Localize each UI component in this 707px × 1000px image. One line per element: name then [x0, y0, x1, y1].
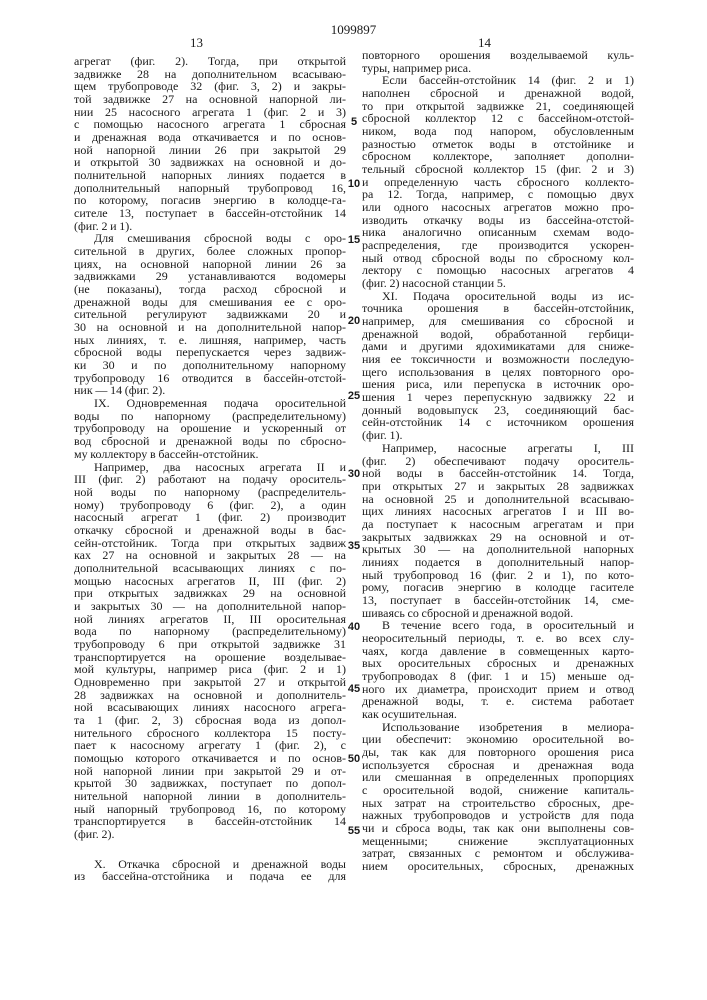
text-line: на основной 25 и дополнительной всасываю-: [362, 493, 634, 506]
text-line: агрегат (фиг. 2). Тогда, при открытой: [74, 55, 346, 68]
text-line: ки 30 и по дополнительному напорному: [74, 359, 346, 372]
left-text-column: [74, 55, 346, 883]
text-line: то при открытой задвижке 21, соединяющей: [362, 100, 634, 113]
text-line: задвижке 28 на дополнительном всасываю-: [74, 68, 346, 81]
paragraph-gap: [74, 841, 346, 858]
paragraph: [362, 290, 634, 442]
text-line: ному) трубопроводу 6 (фиг. 2), а один: [74, 499, 346, 512]
text-line: дренажной водой, обработанной гербици-: [362, 328, 634, 341]
paragraph: [74, 55, 346, 232]
text-line: В течение всего года, в оросительный и: [362, 619, 634, 632]
text-line: та 1 (фиг. 2, 3) сбросная вода из допол-: [74, 714, 346, 727]
line-number: 45: [347, 683, 361, 695]
text-line: ный трубопровод 16 (фиг. 2 и 1), по кото-: [362, 569, 634, 582]
text-line: трубопроводах 8 (фиг. 1 и 15) меньше од-: [362, 670, 634, 683]
text-line: шиваясь со сбросной и дренажной водой.: [362, 607, 634, 620]
text-line: сейн-отстойник. Тогда при открытых задвиж: [74, 537, 346, 550]
text-line: циях, на основной напорной линии 26 за: [74, 258, 346, 271]
text-line: крытой 30 задвижках, поступает по допол-: [74, 777, 346, 790]
text-line: с помощью насосного агрегата 1 сбросная: [74, 118, 346, 131]
text-line: да поступает к насосным агрегатам и при: [362, 518, 634, 531]
text-line: ках 27 на основной и закрытых 28 — на: [74, 549, 346, 562]
text-line: 30 на основной и на дополнительной напор-: [74, 321, 346, 334]
text-line: дополнительный напорный трубопровод 16,: [74, 182, 346, 195]
text-line: трубопроводу на орошение и ускоренный от: [74, 422, 346, 435]
text-line: используется сбросная и дренажная вода: [362, 759, 634, 772]
text-line: помощью которого откачивается и по основ-: [74, 752, 346, 765]
text-line: ной всасывающих линиях насосного агрега-: [74, 701, 346, 714]
text-line: ный отвод сбросной воды по сбросному кол-: [362, 252, 634, 265]
text-line: (фиг. 2) насосной станции 5.: [362, 277, 634, 290]
line-number: 40: [347, 621, 361, 633]
text-line: щем трубопроводе 32 (фиг. 3, 2) и закры-: [74, 80, 346, 93]
text-line: ции обеспечит: экономию оросительной во-: [362, 733, 634, 746]
text-line: крытых 30 — на дополнительной напорных: [362, 543, 634, 556]
text-line: насосный агрегат 1 (фиг. 2) производит: [74, 511, 346, 524]
text-line: полнительной напорных линиях подается в: [74, 169, 346, 182]
paragraph: [362, 49, 634, 74]
text-line: чаях, когда давление в совмещенных карто-: [362, 645, 634, 658]
text-line: шения риса, или перепуска в источник оро-: [362, 378, 634, 391]
paragraph: [74, 232, 346, 397]
text-line: тельный сбросной коллектор 15 (фиг. 2 и 3): [362, 163, 634, 176]
text-line: при открытых задвижках 29 на основной: [74, 587, 346, 600]
text-line: XI. Подача оросительной воды из ис-: [362, 290, 634, 303]
text-line: ник — 14 (фиг. 2).: [74, 384, 346, 397]
text-line: по которому, погасив энергию в колодце-га-: [74, 194, 346, 207]
text-line: и дренажная вода откачивается и по основ-: [74, 131, 346, 144]
text-line: Использование изобретения в мелиора-: [362, 721, 634, 734]
line-number: 5: [347, 116, 361, 128]
text-line: ной напорной линии 26 при закрытой 29: [74, 144, 346, 157]
text-line: нажных трубопроводов и устройств для пода: [362, 809, 634, 822]
text-line: трубопроводу 6 при открытой задвижке 31: [74, 638, 346, 651]
text-line: ного их диаметра, происходит прием и отвод: [362, 683, 634, 696]
paragraph: [74, 397, 346, 460]
line-number: 15: [347, 234, 361, 246]
text-line: точника орошения в бассейн-отстойник,: [362, 302, 634, 315]
text-line: вых оросительных сбросных и дренажных: [362, 657, 634, 670]
paragraph: [362, 442, 634, 619]
text-line: пает к насосному агрегату 1 (фиг. 2), с: [74, 739, 346, 752]
text-line: лектору с помощью насосных агрегатов 4: [362, 264, 634, 277]
text-line: нительного сбросного коллектора 15 посту-: [74, 727, 346, 740]
text-line: из бассейна-отстойника и подача ее для: [74, 870, 346, 883]
text-line: транспортируется на орошение возделывае-: [74, 651, 346, 664]
text-line: ных линиях, т. е. лишняя, например, часть: [74, 334, 346, 347]
text-line: сительной в других, более сложных пропор-: [74, 245, 346, 258]
text-line: рому, погасив энергию в колодце гасителе: [362, 581, 634, 594]
line-number: 10: [347, 178, 361, 190]
text-line: откачку сбросной и дренажной воды в бас-: [74, 524, 346, 537]
text-line: транспортируется в бассейн-отстойник 14: [74, 815, 346, 828]
text-line: и определенную часть сбросного коллекто-: [362, 176, 634, 189]
line-number: 50: [347, 753, 361, 765]
text-line: нии 25 насосного агрегата 1 (фиг. 2 и 3): [74, 106, 346, 119]
text-line: донный водовыпуск 23, соединяющий бас-: [362, 404, 634, 417]
text-line: Например, два насосных агрегата II и: [74, 461, 346, 474]
text-line: затрат, связанных с ремонтом и обслужива-: [362, 847, 634, 860]
text-line: Одновременно при закрытой 27 и открытой: [74, 676, 346, 689]
text-line: ником, вода под напором, обусловленным: [362, 125, 634, 138]
text-line: ния ее токсичности и возможности последую-: [362, 353, 634, 366]
text-line: сбросной коллектор 12 с бассейном-отстой-: [362, 112, 634, 125]
text-line: дренажной воды для смешивания ее с оро-: [74, 296, 346, 309]
page-number-left: 13: [190, 35, 203, 51]
text-line: Если бассейн-отстойник 14 (фиг. 2 и 1): [362, 74, 634, 87]
text-line: дами и другими ядохимикатами для сниже-: [362, 340, 634, 353]
text-line: например, для смешивания со сбросной и: [362, 315, 634, 328]
text-line: ра 12. Тогда, например, с помощью двух: [362, 188, 634, 201]
text-line: ной линиях агрегатов II, III оросительная: [74, 613, 346, 626]
text-line: ной воды по напорному (распределитель-: [74, 486, 346, 499]
text-line: (фиг. 1).: [362, 429, 634, 442]
text-line: сбросном коллекторе, заполняет дополни-: [362, 150, 634, 163]
patent-number: 1099897: [0, 22, 707, 38]
text-line: дополнительной всасывающих линиях с по-: [74, 562, 346, 575]
text-line: III (фиг. 2) работают на подачу ороситель-: [74, 473, 346, 486]
text-line: сейн-отстойник 14 с источником орошения: [362, 416, 634, 429]
text-line: шения 1 через перепускную задвижку 22 и: [362, 391, 634, 404]
text-line: чи и сброса воды, так как они выполнены сов-: [362, 822, 634, 835]
text-line: ды, так как для повторного орошения риса: [362, 746, 634, 759]
text-line: и закрытых 30 — на дополнительной напор-: [74, 600, 346, 613]
line-number: 20: [347, 315, 361, 327]
text-line: ных затрат на строительство сбросных, дре-: [362, 797, 634, 810]
page-number-right: 14: [478, 35, 491, 51]
text-line: ной напорной линии при закрытой 29 и от-: [74, 765, 346, 778]
line-number: 35: [347, 540, 361, 552]
paragraph: [362, 74, 634, 289]
paragraph: [74, 461, 346, 841]
text-line: сителе 13, поступает в бассейн-отстойник 14: [74, 207, 346, 220]
text-line: (фиг. 2 и 1).: [74, 220, 346, 233]
text-line: при открытых 27 и закрытых 28 задвижках: [362, 480, 634, 493]
paragraph: [362, 721, 634, 873]
text-line: вода по напорному (распределительному): [74, 625, 346, 638]
text-line: распределения, где производится ускорен-: [362, 239, 634, 252]
text-line: закрытых задвижках 29 на основной и от-: [362, 531, 634, 544]
text-line: Например, насосные агрегаты I, III: [362, 442, 634, 455]
text-line: нительной напорной линии в дополнитель-: [74, 790, 346, 803]
text-line: нием оросительных, сбросных, дренажных: [362, 860, 634, 873]
text-line: щего использования в целях повторного оро-: [362, 366, 634, 379]
text-line: 13, поступает в бассейн-отстойник 14, сме-: [362, 594, 634, 607]
text-line: IX. Одновременная подача оросительной: [74, 397, 346, 410]
paragraph: [362, 619, 634, 720]
text-line: как осушительная.: [362, 708, 634, 721]
text-line: Для смешивания сбросной воды с оро-: [74, 232, 346, 245]
text-line: воды по напорному (распределительному): [74, 410, 346, 423]
text-line: сительной регулируют задвижками 20 и: [74, 308, 346, 321]
text-line: 28 задвижках на основной и дополнитель-: [74, 689, 346, 702]
text-line: той задвижке 27 на основной напорной ли-: [74, 93, 346, 106]
text-line: (фиг. 2) обеспечивают подачу ороситель-: [362, 455, 634, 468]
text-line: или одного насосных агрегатов можно про-: [362, 201, 634, 214]
text-line: задвижками 29 устанавливаются водомеры: [74, 270, 346, 283]
line-number: 25: [347, 390, 361, 402]
text-line: ный напорный трубопровод 16, по которому: [74, 803, 346, 816]
text-line: изводить откачку воды из бассейна-отстой-: [362, 214, 634, 227]
text-line: повторного орошения возделываемой куль-: [362, 49, 634, 62]
text-line: неоросительный периоды, т. е. во всех слу-: [362, 632, 634, 645]
right-text-column: [362, 49, 634, 873]
text-line: му коллектору в бассейн-отстойник.: [74, 448, 346, 461]
text-line: X. Откачка сбросной и дренажной воды: [74, 858, 346, 871]
text-line: дренажной воды, т. е. система работает: [362, 695, 634, 708]
text-line: ной воды в бассейн-отстойник 14. Тогда,: [362, 467, 634, 480]
text-line: щих линиях насосных агрегатов I и III во-: [362, 505, 634, 518]
text-line: линиях подается в дополнительный напор-: [362, 556, 634, 569]
text-line: сбросной воды перепускается через задвиж-: [74, 346, 346, 359]
text-line: трубопроводу 16 отводится в бассейн-отстой-: [74, 372, 346, 385]
line-number: 55: [347, 825, 361, 837]
text-line: наполнен сбросной и дренажной водой,: [362, 87, 634, 100]
text-line: с оросительной водой, снижение капиталь-: [362, 784, 634, 797]
text-line: мещенными; снижение эксплуатационных: [362, 835, 634, 848]
line-number: 30: [347, 468, 361, 480]
paragraph: [74, 858, 346, 883]
text-line: (фиг. 2).: [74, 828, 346, 841]
text-line: и открытой 30 задвижках на основной и до-: [74, 156, 346, 169]
text-line: вод сбросной и дренажной воды по сбросно-: [74, 435, 346, 448]
text-line: мощью насосных агрегатов II, III (фиг. 2): [74, 575, 346, 588]
text-line: мой культуры, например риса (фиг. 2 и 1): [74, 663, 346, 676]
text-line: разностью отметок воды в отстойнике и: [362, 138, 634, 151]
text-line: (не показаны), тогда расход сбросной и: [74, 283, 346, 296]
text-line: или смешанная в определенных пропорциях: [362, 771, 634, 784]
text-line: туры, например риса.: [362, 62, 634, 75]
text-line: ника аналогично описанным схемам водо-: [362, 226, 634, 239]
